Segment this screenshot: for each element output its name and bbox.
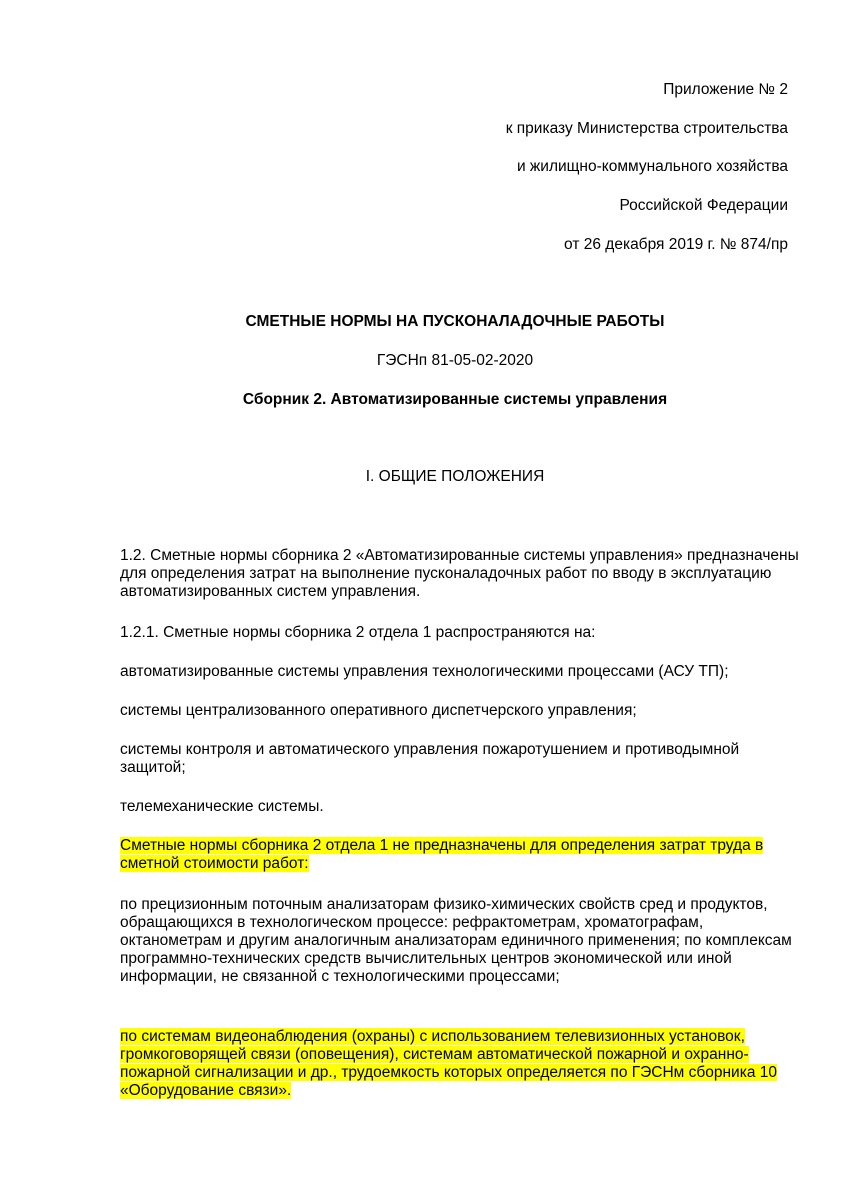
header-appendix-number: Приложение № 2: [663, 81, 788, 98]
header-date-line: от 26 декабря 2019 г. № 874/пр: [564, 236, 788, 253]
paragraph-1-2-1: 1.2.1. Сметные нормы сборника 2 отдела 1 распространяются на:: [120, 624, 596, 641]
highlighted-text: по системам видеонаблюдения (охраны) с использованием телевизионных установок, громкоговорящей связи (оповещения), системам автоматической пожарной и охранно-пожарной сигнализации и др., трудоемкость которых определяется по ГЭСНм сборника 10 «Оборудование связи».: [120, 1028, 778, 1099]
highlighted-text: Сметные нормы сборника 2 отдела 1 не предназначены для определения затрат труда в сметной стоимости работ:: [120, 837, 764, 872]
list-item-asu-tp: автоматизированные системы управления технологическими процессами (АСУ ТП);: [120, 663, 729, 680]
collection-title: Сборник 2. Автоматизированные системы управления: [242, 391, 668, 408]
document-code: ГЭСНп 81-05-02-2020: [376, 352, 534, 369]
header-federation-line: Российской Федерации: [619, 197, 788, 214]
list-item-dispatch-systems: системы централизованного оперативного диспетчерского управления;: [120, 702, 637, 719]
highlighted-video-surveillance-paragraph: [120, 1028, 800, 1100]
header-order-line: к приказу Министерства строительства: [505, 120, 788, 137]
header-ministry-line: и жилищно-коммунального хозяйства: [516, 158, 788, 175]
highlighted-exclusion-paragraph: [120, 837, 800, 873]
document-title: СМЕТНЫЕ НОРМЫ НА ПУСКОНАЛАДОЧНЫЕ РАБОТЫ: [245, 313, 665, 330]
paragraph-1-2: 1.2. Сметные нормы сборника 2 «Автоматизированные системы управления» предназначены для определения затрат на выполнение пусконаладочных работ по вводу в эксплуатацию автоматизированных систем управления.: [120, 547, 799, 600]
section-heading: I. ОБЩИЕ ПОЛОЖЕНИЯ: [365, 468, 545, 485]
list-item-fire-control: системы контроля и автоматического управления пожаротушением и противодымной защитой;: [120, 741, 740, 776]
list-item-telemechanics: телемеханические системы.: [120, 798, 324, 815]
exclusion-analyzers-paragraph: по прецизионным поточным анализаторам физико-химических свойств сред и продуктов, обращающихся в технологическом процессе: рефрактометрам, хроматографам, октанометрам и другим аналогичным анализаторам единичного применения; по комплексам программно-технических средств вычислительных центров экономической или иной информации, не связанной с технологическими процессами;: [120, 896, 792, 985]
